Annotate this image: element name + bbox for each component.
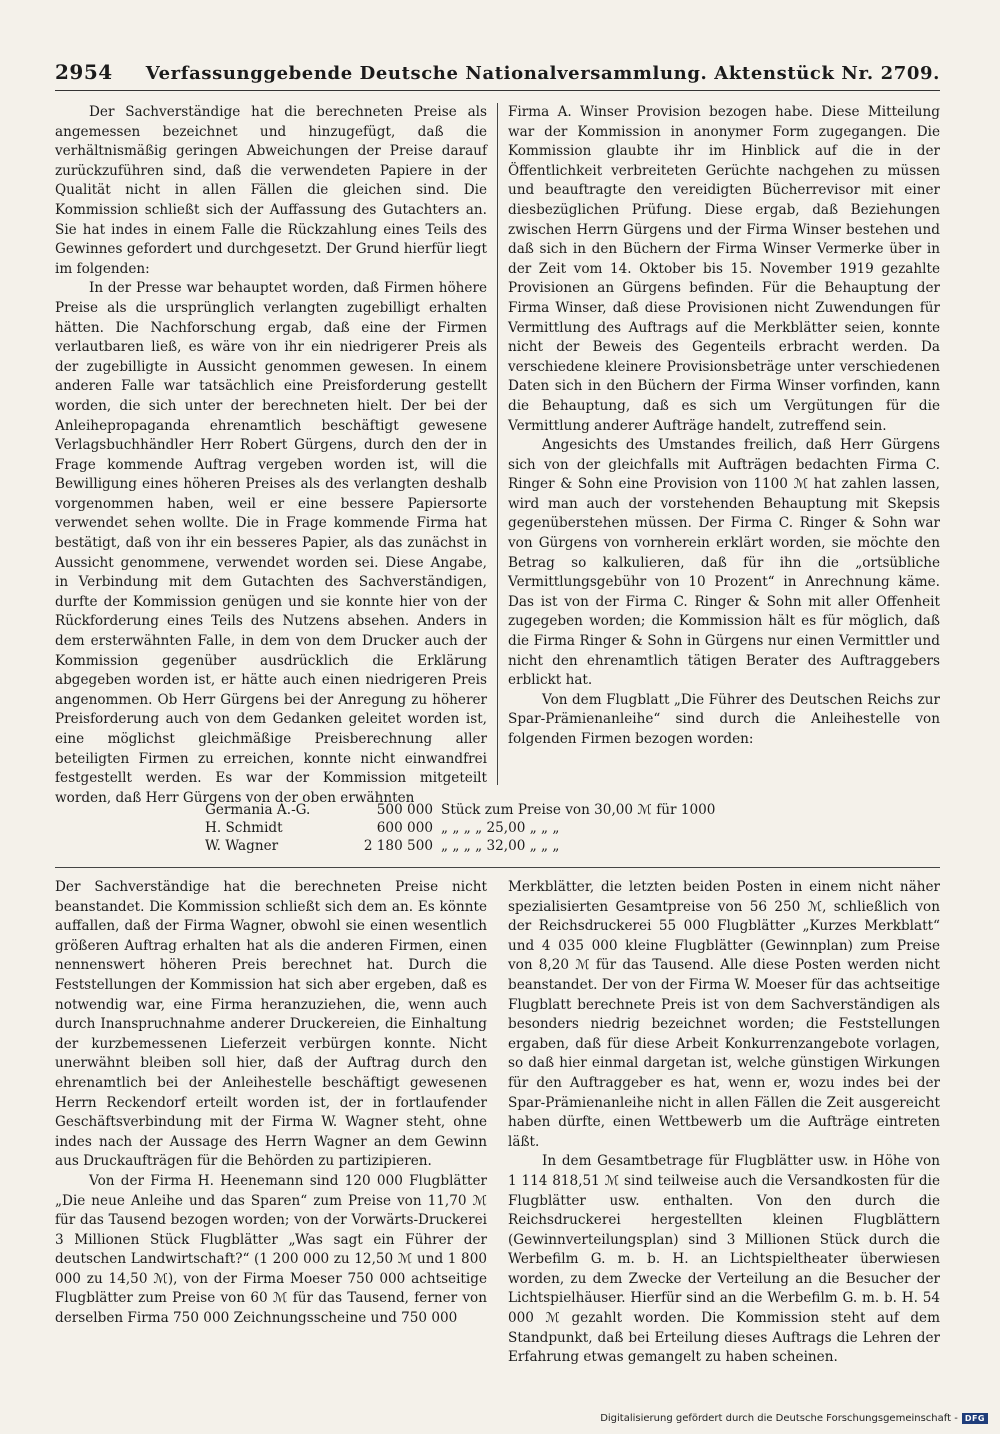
paragraph: In dem Gesamtbetrage für Flugblätter usw. in Höhe von 1 114 818,51 ℳ sind teilweise auch die Versandkosten für die Flugblätter usw. enthalten. Von den durch die Reichsdruckerei hergestellten kleinen Flugblättern (Gewinnverteilungsplan) sind 3 Millionen Stück durch die Werbefilm G. m. b. H. an Lichtspieltheater überwiesen worden, zu dem Zwecke der Verteilung an die Besucher der Lichtspielhäuser. Hierfür sind an die Werbefilm G. m. b. H. 54 000 ℳ gezahlt worden. Die Kommission steht auf dem Standpunkt, daß bei Erteilung dieses Auftrags die Lehren der Erfahrung etwas gemangelt zu haben scheinen. bbox=[508, 1153, 940, 1366]
bottom-section bbox=[55, 878, 940, 1424]
price-text: Stück zum Preise von 30,00 ℳ für 1000 bbox=[441, 802, 716, 818]
paragraph: Firma A. Winser Provision bezogen habe. Diese Mitteilung war der Kommission in anonymer Form zugegangen. Die Kommission glaubte ihr im Hinblick auf die in der Öffentlichkeit verbreiteten Gerüchte nachgehen zu müssen und beauftragte den vereidigten Bücherrevisor mit einer diesbezüglichen Prüfung. Diese ergab, daß Beziehungen zwischen Herrn Gürgens und der Firma Winser bestehen und daß sich in den Büchern der Firma Winser Vermerke über in der Zeit vom 14. Oktober bis 15. November 1919 gezahlte Provisionen an Gürgens befinden. Für die Behauptung der Firma Winser, daß diese Provisionen nicht Zuwendungen für Vermittlung des Auftrags auf die Merkblätter seien, konnte nicht der Beweis des Gegenteils erbracht werden. Da verschiedene kleinere Provisionsbeträge unter verschiedenen Daten sich in den Büchern der Firma Winser vorfinden, kann die Behauptung, daß es sich um Vergütungen für die Vermittlung anderer Aufträge handelt, zutreffend sein. bbox=[508, 104, 940, 434]
document-page bbox=[55, 60, 940, 1380]
running-head: Verfassunggebende Deutsche Nationalversammlung. Aktenstück Nr. 2709. bbox=[145, 63, 940, 84]
paragraph: Der Sachverständige hat die berechneten Preise nicht beanstandet. Die Kommission schließt sich dem an. Es könnte auffallen, daß der Firma Wagner, obwohl sie einen wesentlich größeren Auftrag erhalten hat als die anderen Firmen, einen nennenswert höheren Preis berechnet hat. Durch die Feststellungen der Kommission hat sich aber ergeben, daß es notwendig war, eine Firma heranzuziehen, die, wenn auch durch Inanspruchnahme anderer Druckereien, die Einhaltung der kurzbemessenen Lieferzeit verbürgen konnte. Nicht unerwähnt bleiben soll hier, daß der Auftrag durch den ehrenamtlich bei der Anleihestelle beschäftigt gewesenen Herrn Reckendorf erteilt worden ist, der in fortlaufender Geschäftsverbindung mit der Firma W. Wagner steht, ohne indes nach der Aussage des Herrn Wagner an dem Gewinn aus Druckaufträgen für die Behörden zu partizipieren. bbox=[55, 879, 487, 1170]
paragraph: Merkblätter, die letzten beiden Posten in einem nicht näher spezialisierten Gesamtpreise von 56 250 ℳ, schließlich von der Reichsdruckerei 55 000 Flugblätter „Kurzes Merkblatt“ und 4 035 000 kleine Flugblätter (Gewinnplan) zum Preise von 8,20 ℳ für das Tausend. Alle diese Posten werden nicht beanstandet. Der von der Firma W. Moeser für das achtseitige Flugblatt berechnete Preis ist von dem Sachverständigen als besonders niedrig bezeichnet worden; die Feststellungen ergaben, daß für diese Arbeit Konkurrenzangebote vorlagen, so daß hier einmal dargetan ist, welche günstigen Wirkungen für den Auftraggeber es hat, wenn er, wozu indes bei der Spar-Prämienanleihe nicht in allen Fällen die Zeit ausgereicht haben dürfte, einen Wettbewerb um die Aufträge eintreten läßt. bbox=[508, 879, 940, 1150]
price-text: „ „ „ „ 25,00 „ „ „ bbox=[441, 820, 560, 836]
paragraph: Angesichts des Umstandes freilich, daß Herr Gürgens sich von der gleichfalls mit Aufträgen bedachten Firma C. Ringer & Sohn eine Provision von 1100 ℳ hat zahlen lassen, wird man auch der vorstehenden Behauptung mit Skepsis gegenüberstehen müssen. Der Firma C. Ringer & Sohn war von Gürgens von vornherein erklärt worden, sie möchte den Betrag so kalkulieren, daß für ihn die „ortsübliche Vermittlungsgebühr von 10 Prozent“ in Anrechnung käme. Das ist von der Firma C. Ringer & Sohn mit aller Offenheit zugegeben worden; die Kommission hält es für möglich, daß die Firma Ringer & Sohn in Gürgens nur einen Vermittler und nicht den ehrenamtlich tätigen Berater des Auftraggebers erblickt hat. bbox=[508, 437, 940, 689]
table-row bbox=[205, 837, 940, 855]
paragraph: Von dem Flugblatt „Die Führer des Deutschen Reichs zur Spar-Prämienanleihe“ sind durch die Anleihestelle von folgenden Firmen bezogen worden: bbox=[508, 691, 940, 747]
quantity: 600 000 bbox=[376, 820, 433, 836]
digitization-footer bbox=[600, 1413, 988, 1424]
firm-name: Germania A.-G. bbox=[205, 802, 311, 818]
column-rule bbox=[497, 103, 498, 785]
bottom-right-column bbox=[508, 878, 940, 1424]
page-header bbox=[55, 60, 940, 91]
firm-name: H. Schmidt bbox=[205, 820, 283, 836]
quantity: 2 180 500 bbox=[363, 838, 433, 854]
page-number: 2954 bbox=[55, 60, 113, 84]
top-left-column bbox=[55, 103, 487, 806]
firm-price-table bbox=[205, 801, 940, 855]
paragraph: Der Sachverständige hat die berechneten Preise als angemessen bezeichnet und hinzugefügt, daß die verhältnismäßig geringen Abweichungen der Preise darauf zurückzuführen sind, daß die verwendeten Papiere in der Qualität nicht in allen Fällen die gleichen sind. Die Kommission schließt sich der Auffassung des Gutachters an. Sie hat indes in einem Falle die Rückzahlung eines Teils des Gewinnes gefordert und durchgesetzt. Der Grund hierfür liegt im folgenden: bbox=[55, 104, 487, 277]
price-text: „ „ „ „ 32,00 „ „ „ bbox=[441, 838, 560, 854]
paragraph: Von der Firma H. Heenemann sind 120 000 Flugblätter „Die neue Anleihe und das Sparen“ zum Preise von 11,70 ℳ für das Tausend bezogen worden; von der Vorwärts-Druckerei 3 Millionen Stück Flugblätter „Was sagt ein Führer der deutschen Landwirtschaft?“ (1 200 000 zu 12,50 ℳ und 1 800 000 zu 14,50 ℳ), von der Firma Moeser 750 000 achtseitige Flugblätter zum Preise von 60 ℳ für das Tausend, ferner von derselben Firma 750 000 Zeichnungsscheine und 750 000 bbox=[55, 1172, 487, 1327]
firm-name: W. Wagner bbox=[205, 838, 279, 854]
dfg-logo: DFG bbox=[962, 1413, 988, 1424]
table-row bbox=[205, 819, 940, 837]
section-divider bbox=[55, 867, 940, 868]
bottom-left-column bbox=[55, 878, 487, 1424]
top-section bbox=[55, 103, 940, 806]
top-right-column bbox=[508, 103, 940, 791]
quantity: 500 000 bbox=[376, 802, 433, 818]
paragraph: In der Presse war behauptet worden, daß Firmen höhere Preise als die ursprünglich verlangten zugebilligt erhalten hätten. Die Nachforschung ergab, daß eine der Firmen verlautbaren ließ, es wäre von ihr ein niedrigerer Preis als der zugebilligte in Aussicht genommen gewesen. In einem anderen Falle war tatsächlich eine Preisforderung gestellt worden, die sich unter der berechneten hielt. Der bei der Anleihepropaganda ehrenamtlich beschäftigt gewesene Verlagsbuchhändler Herr Robert Gürgens, durch den der in Frage kommende Auftrag vergeben worden ist, will die Bewilligung eines höheren Preises als des verlangten deshalb vorgenommen haben, weil er eine bessere Papiersorte verwendet sehen wollte. Die in Frage kommende Firma hat bestätigt, daß von ihr ein besseres Papier, als das zunächst in Aussicht genommene, verwendet worden sei. Diese Angabe, in Verbindung mit dem Gutachten des Sachverständigen, durfte der Kommission genügen und sie konnte hier von der Rückforderung eines Teils des Nutzens absehen. Anders in dem ersterwähnten Falle, in dem von dem Drucker auch der Kommission gegenüber ausdrücklich die Erklärung abgegeben worden ist, er hätte auch einen niedrigeren Preis angenommen. Ob Herr Gürgens bei der Anregung zu höherer Preisforderung auch von dem Gedanken geleitet worden ist, eine möglichst gleichmäßige Preisberechnung aller beteiligten Firmen zu erreichen, konnte nicht einwandfrei festgestellt werden. Es war der Kommission mitgeteilt worden, daß Herr Gürgens von der oben erwähnten bbox=[55, 280, 487, 806]
footer-text: Digitalisierung gefördert durch die Deutsche Forschungsgemeinschaft - bbox=[600, 1413, 958, 1424]
